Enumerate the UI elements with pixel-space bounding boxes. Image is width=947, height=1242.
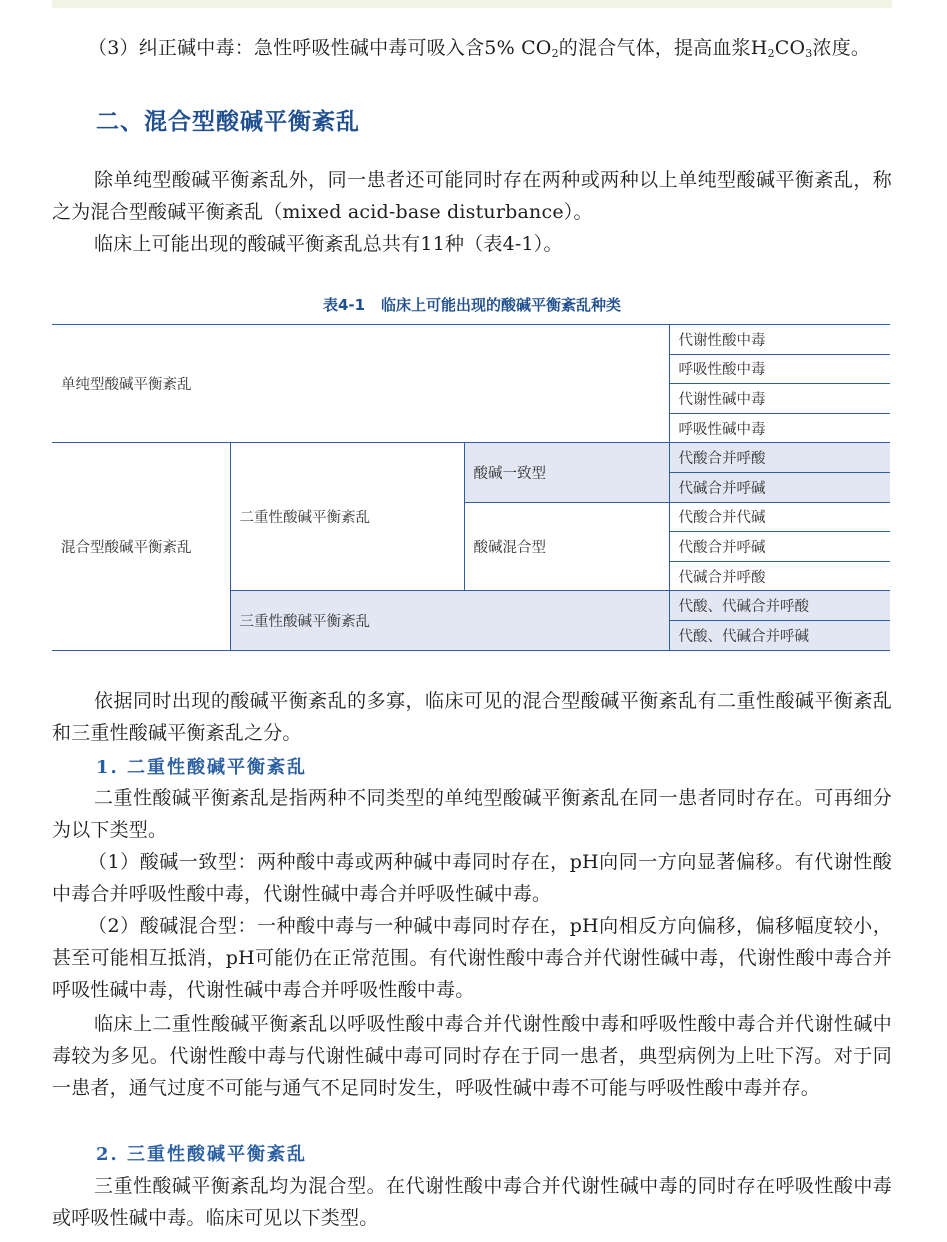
top-header-band: [52, 0, 892, 8]
table-cell-item: 代酸、代碱合并呼碱: [669, 620, 890, 650]
table-cell-item: 代碱合并呼酸: [669, 561, 890, 591]
mixed-subtype-label: 酸碱混合型: [464, 502, 669, 591]
double-type-label: 二重性酸碱平衡紊乱: [230, 443, 464, 591]
correction-paragraph: （3）纠正碱中毒：急性呼吸性碱中毒可吸入含5% $CO_2$的混合气体，提高血浆$H_2CO_3$浓度。: [88, 37, 871, 60]
clinical-paragraph: 临床上二重性酸碱平衡紊乱以呼吸性酸中毒合并代谢性酸中毒和呼吸性酸中毒合并代谢性碱中毒较为多见。代谢性酸中毒与代谢性碱中毒可同时存在于同一患者，典型病例为上吐下泻。对于同一患者，通气过度不可能与通气不足同时发生，呼吸性碱中毒不可能与呼吸性酸中毒并存。: [52, 1013, 892, 1099]
subsection-heading-double: 1. 二重性酸碱平衡紊乱: [96, 757, 308, 778]
table-cell-item: 代酸合并呼酸: [669, 443, 890, 473]
table-cell-item: 代酸合并代碱: [669, 502, 890, 532]
table-cell-item: 呼吸性碱中毒: [669, 413, 890, 443]
table-caption-number: 表4-1: [322, 296, 366, 314]
table-cell-item: 代酸、代碱合并呼酸: [669, 591, 890, 621]
table-cell-item: 代碱合并呼碱: [669, 472, 890, 502]
consistent-type-label: 酸碱一致型: [464, 443, 669, 502]
after-table-paragraph: 依据同时出现的酸碱平衡紊乱的多寡，临床可见的混合型酸碱平衡紊乱有二重性酸碱平衡紊乱和三重性酸碱平衡紊乱之分。: [52, 690, 892, 744]
intro-paragraph-1: 除单纯型酸碱平衡紊乱外，同一患者还可能同时存在两种或两种以上单纯型酸碱平衡紊乱，称之为混合型酸碱平衡紊乱（mixed acid-base disturbance）。: [52, 169, 892, 223]
table-cell-item: 代酸合并呼碱: [669, 532, 890, 562]
table-caption: [52, 294, 892, 315]
double-definition-paragraph: 二重性酸碱平衡紊乱是指两种不同类型的单纯型酸碱平衡紊乱在同一患者同时存在。可再细分为以下类型。: [52, 787, 892, 841]
simple-type-label: 单纯型酸碱平衡紊乱: [52, 325, 669, 443]
table-cell-item: 呼吸性酸中毒: [669, 354, 890, 384]
mixed-type-paragraph: （2）酸碱混合型：一种酸中毒与一种碱中毒同时存在，pH向相反方向偏移，偏移幅度较小，甚至可能相互抵消，pH可能仍在正常范围。有代谢性酸中毒合并代谢性碱中毒，代谢性酸中毒合并呼吸性碱中毒，代谢性碱中毒合并呼吸性酸中毒。: [52, 915, 892, 1001]
mixed-type-label: 混合型酸碱平衡紊乱: [52, 443, 230, 650]
acid-base-disorder-table: [52, 324, 890, 651]
section-heading: 二、混合型酸碱平衡紊乱: [96, 109, 360, 135]
consistent-type-paragraph: （1）酸碱一致型：两种酸中毒或两种碱中毒同时存在，pH向同一方向显著偏移。有代谢性酸中毒合并呼吸性酸中毒，代谢性碱中毒合并呼吸性碱中毒。: [52, 851, 892, 905]
table-cell-item: 代谢性酸中毒: [669, 325, 890, 355]
triple-type-label: 三重性酸碱平衡紊乱: [230, 591, 669, 650]
intro-paragraph-2: 临床上可能出现的酸碱平衡紊乱总共有11种（表4-1）。: [94, 233, 563, 255]
triple-definition-paragraph: 三重性酸碱平衡紊乱均为混合型。在代谢性酸中毒合并代谢性碱中毒的同时存在呼吸性酸中毒或呼吸性碱中毒。临床可见以下类型。: [52, 1175, 892, 1229]
table-caption-title: 临床上可能出现的酸碱平衡紊乱种类: [381, 296, 622, 314]
table-cell-item: 代谢性碱中毒: [669, 384, 890, 414]
subsection-heading-triple: 2. 三重性酸碱平衡紊乱: [96, 1144, 308, 1165]
